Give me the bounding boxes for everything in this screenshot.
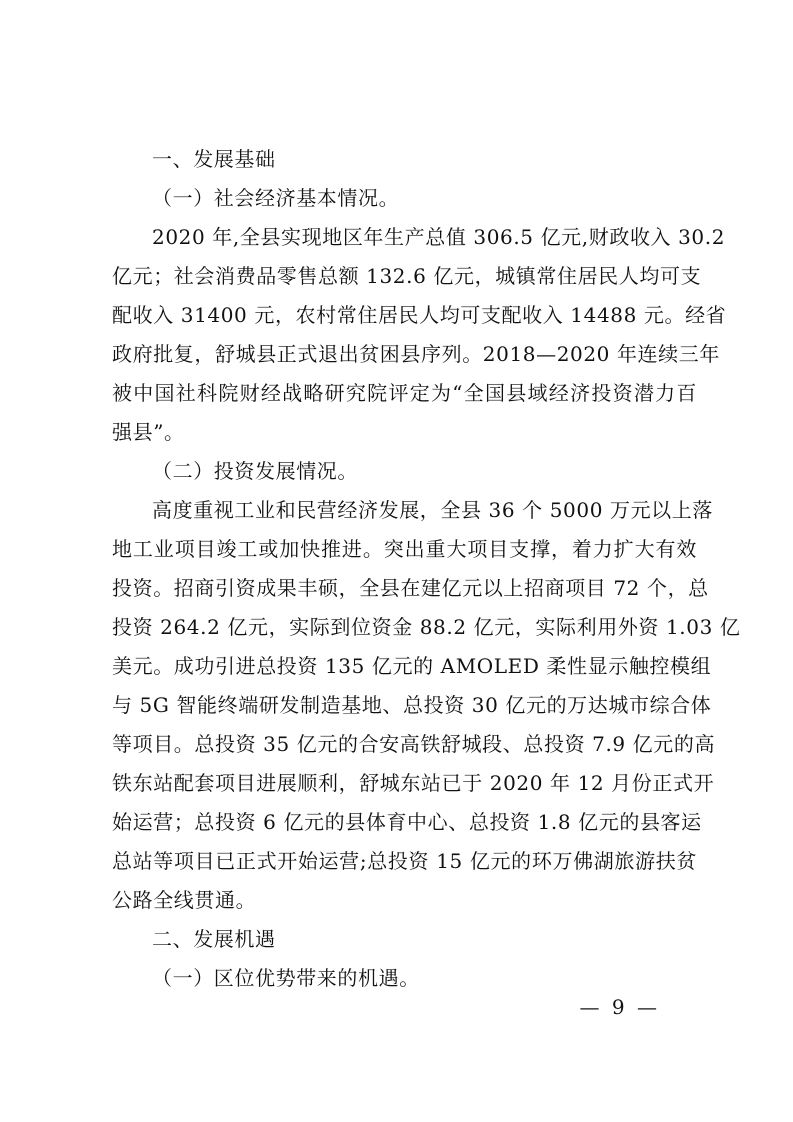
paragraph-line: 等项目。总投资 35 亿元的合安高铁舒城段、总投资 7.9 亿元的高: [112, 732, 716, 756]
paragraph-line: 铁东站配套项目进展顺利，舒城东站已于 2020 年 12 月份正式开: [112, 771, 715, 795]
paragraph-line: 总站等项目已正式开始运营;总投资 15 亿元的环万佛湖旅游扶贫: [112, 849, 697, 873]
paragraph-line: 被中国社科院财经战略研究院评定为“全国县域经济投资潜力百: [112, 381, 697, 405]
paragraph-line: 配收入 31400 元，农村常住居民人均可支配收入 14488 元。经省: [112, 303, 727, 327]
subsection-heading-1-1: （一）社会经济基本情况。: [152, 186, 400, 210]
paragraph-line: 政府批复，舒城县正式退出贫困县序列。2018—2020 年连续三年: [112, 342, 720, 366]
section-heading-1: 一、发展基础: [152, 147, 276, 171]
subsection-heading-1-2: （二）投资发展情况。: [152, 459, 358, 483]
paragraph-line: 亿元；社会消费品零售总额 132.6 亿元，城镇常住居民人均可支: [112, 264, 702, 288]
document-body: [112, 140, 741, 998]
paragraph-line: 2020 年,全县实现地区年生产总值 306.5 亿元,财政收入 30.2: [152, 225, 726, 249]
page-number: — 9 —: [579, 995, 660, 1019]
section-heading-2: 二、发展机遇: [152, 927, 276, 951]
subsection-heading-2-1: （一）区位优势带来的机遇。: [152, 966, 420, 990]
paragraph-line: 公路全线贯通。: [112, 888, 257, 912]
paragraph-line: 强县”。: [112, 420, 185, 444]
paragraph-economy: [112, 218, 727, 452]
paragraph-investment: [112, 491, 741, 920]
paragraph-line: 高度重视工业和民营经济发展，全县 36 个 5000 万元以上落: [152, 498, 713, 522]
paragraph-line: 美元。成功引进总投资 135 亿元的 AMOLED 柔性显示触控模组: [112, 654, 712, 678]
paragraph-line: 与 5G 智能终端研发制造基地、总投资 30 亿元的万达城市综合体: [112, 693, 712, 717]
paragraph-line: 投资。招商引资成果丰硕，全县在建亿元以上招商项目 72 个，总: [112, 576, 709, 600]
paragraph-line: 始运营；总投资 6 亿元的县体育中心、总投资 1.8 亿元的县客运: [112, 810, 702, 834]
paragraph-line: 地工业项目竣工或加快推进。突出重大项目支撑，着力扩大有效: [112, 537, 697, 561]
paragraph-line: 投资 264.2 亿元，实际到位资金 88.2 亿元，实际利用外资 1.03 亿: [112, 615, 741, 639]
